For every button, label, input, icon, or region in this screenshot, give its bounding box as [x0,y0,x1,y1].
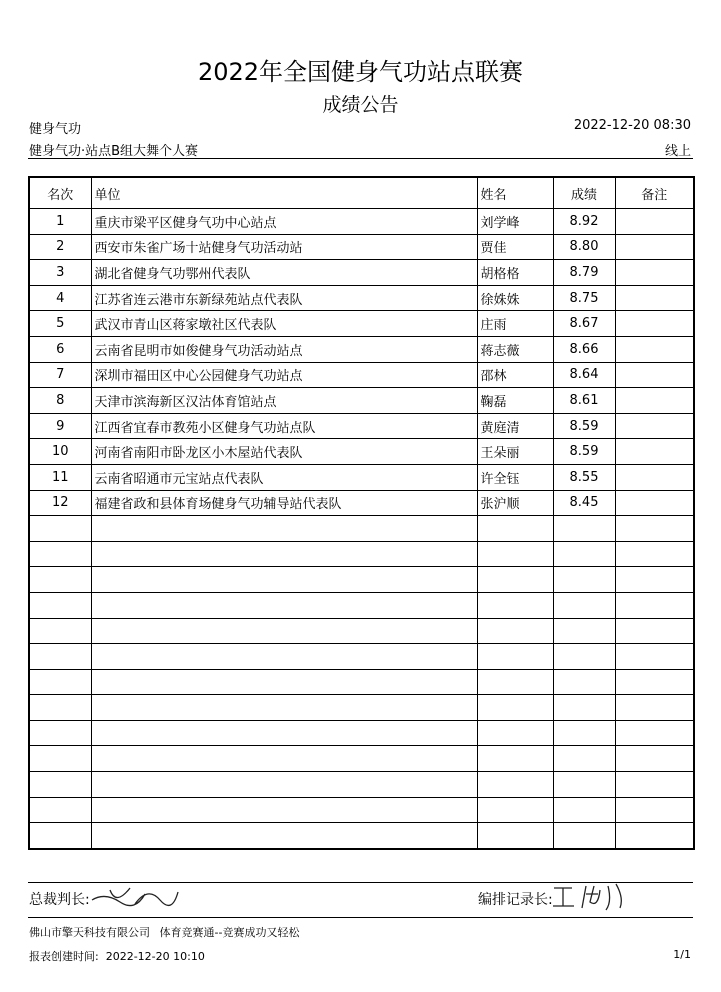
empty-cell [553,720,615,746]
empty-cell [615,772,694,798]
empty-table-row [29,695,694,721]
cell-note [615,234,694,260]
empty-cell [615,567,694,593]
cell-unit: 天津市滨海新区汉沽体育馆站点 [91,388,477,414]
chief-referee-label: 总裁判长: [29,892,90,908]
empty-table-row [29,516,694,542]
table-row [29,439,694,465]
recorder-signature [550,880,630,912]
cell-note [615,336,694,362]
empty-cell [29,823,91,849]
empty-cell [29,592,91,618]
cell-score: 8.75 [553,285,615,311]
results-table [28,176,695,850]
cell-unit: 云南省昭通市元宝站点代表队 [91,464,477,490]
empty-table-row [29,823,694,849]
category-label: 健身气功 [29,122,82,137]
cell-name: 王朵丽 [477,439,553,465]
empty-cell [615,720,694,746]
cell-unit: 江西省宜春市教苑小区健身气功站点队 [91,413,477,439]
cell-name: 邵林 [477,362,553,388]
cell-score: 8.59 [553,413,615,439]
empty-cell [477,516,553,542]
col-score: 成绩 [553,177,615,209]
empty-cell [553,541,615,567]
cell-score: 8.64 [553,362,615,388]
empty-cell [29,618,91,644]
empty-cell [553,567,615,593]
cell-note [615,388,694,414]
empty-cell [91,644,477,670]
cell-unit: 武汉市青山区蒋家墩社区代表队 [91,311,477,337]
empty-cell [477,695,553,721]
empty-cell [553,592,615,618]
empty-cell [91,720,477,746]
col-note: 备注 [615,177,694,209]
cell-unit: 湖北省健身气功鄂州代表队 [91,260,477,286]
company-name: 佛山市擎天科技有限公司 [29,926,150,939]
footer-company [29,924,299,940]
empty-cell [615,541,694,567]
cell-unit: 深圳市福田区中心公园健身气功站点 [91,362,477,388]
empty-cell [91,618,477,644]
col-rank: 名次 [29,177,91,209]
header-divider [28,158,693,159]
empty-cell [91,541,477,567]
empty-cell [91,567,477,593]
cell-name: 庄雨 [477,311,553,337]
cell-score: 8.67 [553,311,615,337]
table-row [29,362,694,388]
empty-cell [29,669,91,695]
empty-cell [91,746,477,772]
cell-note [615,209,694,235]
cell-name: 鞠磊 [477,388,553,414]
empty-cell [615,669,694,695]
cell-name: 刘学峰 [477,209,553,235]
cell-score: 8.66 [553,336,615,362]
cell-rank: 3 [29,260,91,286]
empty-cell [477,644,553,670]
empty-cell [553,516,615,542]
table-row [29,490,694,516]
cell-note [615,490,694,516]
empty-cell [553,669,615,695]
empty-cell [615,592,694,618]
empty-cell [91,772,477,798]
empty-table-row [29,797,694,823]
cell-score: 8.55 [553,464,615,490]
cell-rank: 9 [29,413,91,439]
cell-name: 许全钰 [477,464,553,490]
cell-unit: 江苏省连云港市东新绿苑站点代表队 [91,285,477,311]
cell-rank: 11 [29,464,91,490]
empty-cell [29,720,91,746]
empty-cell [553,797,615,823]
report-title: 2022年全国健身气功站点联赛 [197,58,524,86]
table-row [29,260,694,286]
cell-note [615,285,694,311]
empty-cell [553,618,615,644]
signature-divider-bottom [28,917,693,918]
empty-cell [29,695,91,721]
table-row [29,388,694,414]
company-slogan: 体育竞赛通--竞赛成功又轻松 [159,926,300,939]
empty-cell [29,516,91,542]
empty-cell [615,644,694,670]
empty-cell [477,772,553,798]
cell-rank: 8 [29,388,91,414]
empty-table-row [29,720,694,746]
empty-cell [477,592,553,618]
cell-note [615,362,694,388]
cell-rank: 2 [29,234,91,260]
empty-cell [615,695,694,721]
recorder-label: 编排记录长: [478,892,553,908]
table-row [29,285,694,311]
cell-unit: 福建省政和县体育场健身气功辅导站代表队 [91,490,477,516]
table-row [29,311,694,337]
cell-unit: 西安市朱雀广场十站健身气功活动站 [91,234,477,260]
empty-cell [615,516,694,542]
cell-name: 黄庭清 [477,413,553,439]
cell-name: 蒋志薇 [477,336,553,362]
empty-cell [91,516,477,542]
empty-cell [29,644,91,670]
empty-cell [91,797,477,823]
empty-cell [553,772,615,798]
empty-cell [477,797,553,823]
empty-cell [615,618,694,644]
table-row [29,464,694,490]
cell-score: 8.79 [553,260,615,286]
empty-table-row [29,618,694,644]
cell-score: 8.59 [553,439,615,465]
empty-cell [29,797,91,823]
empty-table-row [29,567,694,593]
cell-name: 徐姝姝 [477,285,553,311]
empty-cell [553,695,615,721]
empty-cell [615,797,694,823]
cell-note [615,260,694,286]
empty-cell [477,720,553,746]
empty-table-row [29,541,694,567]
cell-score: 8.80 [553,234,615,260]
cell-note [615,311,694,337]
empty-cell [477,567,553,593]
empty-cell [91,592,477,618]
empty-cell [29,746,91,772]
cell-rank: 10 [29,439,91,465]
page-number: 1/1 [673,948,691,961]
col-unit: 单位 [91,177,477,209]
table-row [29,209,694,235]
empty-cell [553,644,615,670]
empty-cell [477,541,553,567]
empty-cell [477,746,553,772]
cell-rank: 7 [29,362,91,388]
cell-rank: 4 [29,285,91,311]
cell-rank: 12 [29,490,91,516]
col-name: 姓名 [477,177,553,209]
report-subtitle: 成绩公告 [322,94,399,116]
empty-cell [29,567,91,593]
cell-note [615,413,694,439]
cell-score: 8.61 [553,388,615,414]
competition-mode: 线上 [664,144,691,159]
empty-cell [477,618,553,644]
report-datetime: 2022-12-20 08:30 [573,118,691,133]
empty-cell [553,823,615,849]
cell-note [615,464,694,490]
empty-cell [29,772,91,798]
empty-table-row [29,669,694,695]
table-row [29,336,694,362]
empty-table-row [29,746,694,772]
cell-score: 8.92 [553,209,615,235]
cell-name: 张沪顺 [477,490,553,516]
empty-table-row [29,592,694,618]
empty-cell [615,823,694,849]
empty-cell [477,669,553,695]
cell-rank: 5 [29,311,91,337]
empty-cell [91,695,477,721]
report-created-time: 报表创建时间: 2022-12-20 10:10 [29,950,205,963]
cell-note [615,439,694,465]
chief-referee-signature [90,880,180,910]
table-row [29,413,694,439]
cell-unit: 云南省昆明市如俊健身气功活动站点 [91,336,477,362]
empty-cell [29,541,91,567]
empty-table-row [29,644,694,670]
empty-cell [91,823,477,849]
cell-name: 贾佳 [477,234,553,260]
cell-name: 胡格格 [477,260,553,286]
table-header-row [29,177,694,209]
cell-unit: 河南省南阳市卧龙区小木屋站代表队 [91,439,477,465]
cell-unit: 重庆市梁平区健身气功中心站点 [91,209,477,235]
table-row [29,234,694,260]
empty-cell [91,669,477,695]
empty-table-row [29,772,694,798]
empty-cell [553,746,615,772]
empty-cell [477,823,553,849]
cell-rank: 6 [29,336,91,362]
empty-cell [615,746,694,772]
cell-score: 8.45 [553,490,615,516]
event-name: 健身气功·站点B组大舞个人赛 [29,144,199,159]
cell-rank: 1 [29,209,91,235]
